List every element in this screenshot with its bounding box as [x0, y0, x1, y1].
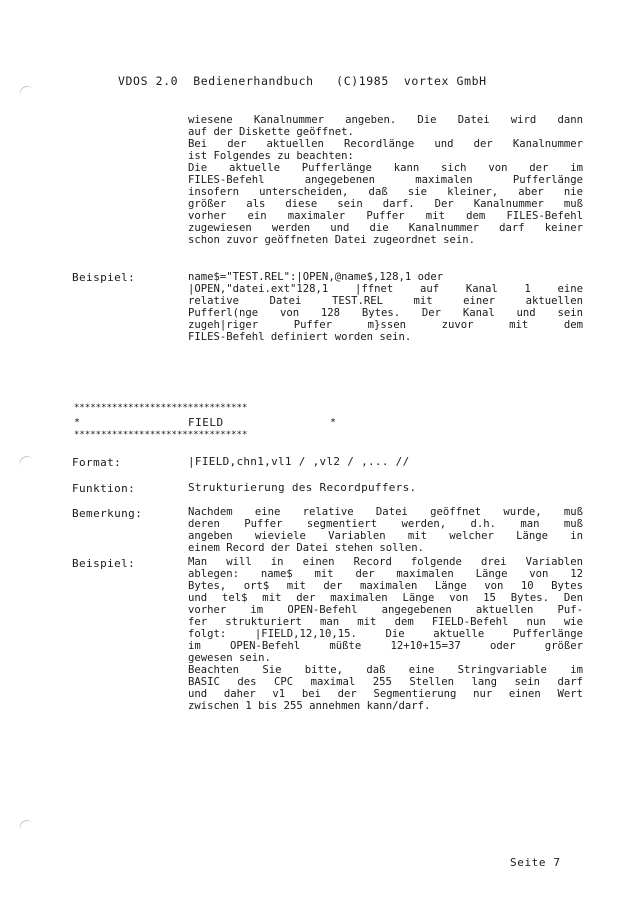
star-border-right: *: [330, 417, 337, 428]
funktion-label: Funktion:: [72, 482, 136, 495]
text-line: BASIC des CPC maximal 255 Stellen lang sein darf: [188, 676, 583, 688]
text-line: im OPEN-Befehl müßte 12+10+15=37 oder größer: [188, 640, 583, 652]
text-line: vorher ein maximaler Puffer mit dem FILES-Befehl: [188, 210, 583, 222]
beispiel-open-text: [188, 271, 583, 343]
text-line: ist Folgendes zu beachten:: [188, 150, 354, 162]
text-line: Bytes, ort$ mit der maximalen Länge von 10 Bytes: [188, 580, 583, 592]
text-line: ablegen: name$ mit der maximalen Länge von 12: [188, 568, 583, 580]
text-line: Pufferl(nge von 128 Bytes. Der Kanal und sein: [188, 307, 583, 319]
funktion-text: Strukturierung des Recordpuffers.: [188, 481, 417, 494]
bemerkung-label: Bemerkung:: [72, 507, 143, 520]
punch-hole-mark: [17, 454, 37, 474]
text-line: |OPEN,"datei.ext"128,1 |ffnet auf Kanal 1 eine: [188, 283, 583, 295]
text-line: deren Puffer segmentiert werden, d.h. man muß: [188, 518, 583, 530]
beispiel-field-text: [188, 556, 583, 712]
text-line: und daher v1 bei der Segmentierung nur einen Wert: [188, 688, 583, 700]
format-label: Format:: [72, 456, 122, 469]
text-line: Bei der aktuellen Recordlänge und der Kanalnummer: [188, 138, 583, 150]
intro-paragraph: [188, 114, 583, 246]
text-line: einem Record der Datei stehen sollen.: [188, 542, 424, 554]
bemerkung-text: [188, 506, 583, 554]
text-line: Man will in einen Record folgende drei Variablen: [188, 556, 583, 568]
beispiel-label: Beispiel:: [72, 557, 136, 570]
text-line: name$="TEST.REL":|OPEN,@name$,128,1 oder: [188, 271, 444, 283]
punch-hole-mark: [17, 818, 37, 838]
text-line: größer als diese sein darf. Der Kanalnummer muß: [188, 198, 583, 210]
text-line: angeben wieviele Variablen mit welcher Länge in: [188, 530, 583, 542]
text-line: schon zuvor geöffneten Datei zugeordnet sein.: [188, 234, 476, 246]
text-line: insofern unterscheiden, daß sie kleiner, aber nie: [188, 186, 583, 198]
beispiel-label: Beispiel:: [72, 271, 136, 284]
text-line: FILES-Befehl angegebenen maximalen Pufferlänge: [188, 174, 583, 186]
text-line: und tel$ mit der maximalen Länge von 15 Bytes. Den: [188, 592, 583, 604]
text-line: relative Datei TEST.REL mit einer aktuellen: [188, 295, 583, 307]
text-line: vorher im OPEN-Befehl angegebenen aktuellen Puf-: [188, 604, 583, 616]
text-line: zwischen 1 bis 255 annehmen kann/darf.: [188, 700, 431, 712]
text-line: fer strukturiert man mit dem FIELD-Befehl nun wie: [188, 616, 583, 628]
text-line: folgt: |FIELD,12,10,15. Die aktuelle Pufferlänge: [188, 628, 583, 640]
format-syntax: |FIELD,chn1,vl1 / ,vl2 / ,... //: [188, 455, 410, 468]
text-line: FILES-Befehl definiert worden sein.: [188, 331, 412, 343]
text-line: Beachten Sie bitte, daß eine Stringvariable im: [188, 664, 583, 676]
page-number: Seite 7: [510, 856, 561, 869]
text-line: zugewiesen werden und die Kanalnummer darf keiner: [188, 222, 583, 234]
text-line: Nachdem eine relative Datei geöffnet wurde, muß: [188, 506, 583, 518]
text-line: auf der Diskette geöffnet.: [188, 126, 354, 138]
section-title: FIELD: [188, 416, 224, 429]
star-border-left: *: [74, 417, 81, 428]
page-header: VDOS 2.0 Bedienerhandbuch (C)1985 vortex GmbH: [118, 74, 487, 88]
star-border-bottom: ********************************: [74, 430, 248, 440]
text-line: zugeh|riger Puffer m}ssen zuvor mit dem: [188, 319, 583, 331]
star-border-top: ********************************: [74, 403, 248, 413]
text-line: gewesen sein.: [188, 652, 271, 664]
punch-hole-mark: [17, 84, 37, 104]
text-line: wiesene Kanalnummer angeben. Die Datei wird dann: [188, 114, 583, 126]
text-line: Die aktuelle Pufferlänge kann sich von der im: [188, 162, 583, 174]
